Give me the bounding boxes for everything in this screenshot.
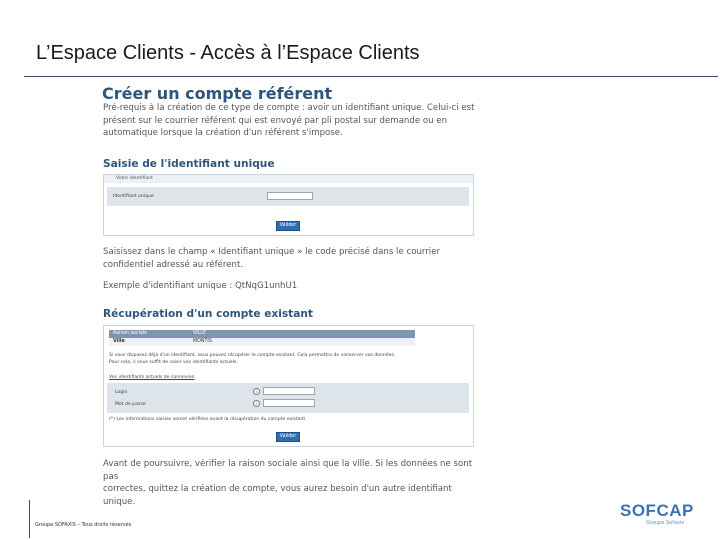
slide-title: L’Espace Clients - Accès à l’Espace Clients [36, 42, 420, 64]
instruction-text [103, 246, 479, 271]
info-icon[interactable]: i [253, 388, 260, 395]
table-cell-label: Raison sociale [113, 331, 148, 336]
login-caption: Vos identifiants actuels de connexion [109, 375, 195, 380]
login-fields [107, 383, 469, 413]
section-heading-recovery: Récupération d'un compte existant [103, 308, 313, 320]
screenshot-panel [100, 84, 480, 507]
footer-copyright: Groupe SOFAXIS – Tous droits réservés [35, 522, 132, 528]
page-heading: Créer un compte référent [102, 84, 333, 103]
table-cell-value: VILLE [193, 331, 207, 336]
footnote: (*) Les informations saisies seront vérifiées avant la récupération du compte existant [109, 417, 306, 422]
example-text: Exemple d'identifiant unique : QtNqG1unhU1 [103, 281, 298, 291]
closing-line: Avant de poursuivre, vérifier la raison sociale ainsi que la ville. Si les données ne sont pas [103, 459, 473, 482]
password-label: Mot de passe [115, 402, 146, 407]
table-cell-label: Ville [113, 339, 125, 344]
login-label: Login [115, 390, 128, 395]
table-cell-value: MONTIS [193, 339, 212, 344]
recovery-form [103, 325, 474, 447]
instruction-line: Saisissez dans le champ « Identifiant unique » le code précisé dans le courrier [103, 247, 441, 257]
identifier-input[interactable] [267, 192, 313, 200]
table-row [109, 338, 415, 346]
notice-line: Si vous disposez déjà d'un identifiant, vous pouvez récupérer le compte existant. Cela permettra de conserver vos données. [109, 353, 396, 358]
notice-line: Pour cela, il vous suffit de saisir vos identifiants actuels. [109, 360, 238, 365]
intro-line: présent sur le courrier référent qui est envoyé par pli postal sur demande ou en [103, 115, 448, 126]
instruction-line: confidentiel adressé au référent. [103, 259, 244, 270]
section-heading-identifier: Saisie de l'identifiant unique [103, 158, 275, 170]
password-input[interactable] [263, 399, 315, 407]
logo-tagline: Groupe Sofaxis [646, 520, 684, 526]
login-input[interactable] [263, 387, 315, 395]
title-divider [24, 76, 718, 77]
intro-line: automatique lorsque la création d'un référent s'impose. [103, 128, 343, 138]
intro-line: Pré-requis à la création de ce type de compte : avoir un identifiant unique. Celui-ci est [103, 103, 475, 113]
form-row [107, 187, 469, 206]
identifier-form [103, 174, 474, 236]
logo-name: SOFCAP [620, 501, 694, 520]
closing-text [103, 458, 479, 508]
table-row [109, 330, 415, 338]
footer-divider [29, 500, 30, 538]
form-caption: Votre identifiant [104, 175, 473, 183]
intro-text [103, 102, 479, 140]
sofcap-logo [620, 501, 694, 526]
validate-button[interactable]: Valider [276, 221, 300, 231]
closing-line: correctes, quittez la création de compte, vous aurez besoin d'un autre identifiant [103, 484, 452, 494]
identifier-label: Identifiant unique [113, 194, 154, 199]
closing-line: unique. [103, 496, 136, 507]
validate-recovery-button[interactable]: Valider [276, 432, 300, 442]
info-icon[interactable]: i [253, 400, 260, 407]
